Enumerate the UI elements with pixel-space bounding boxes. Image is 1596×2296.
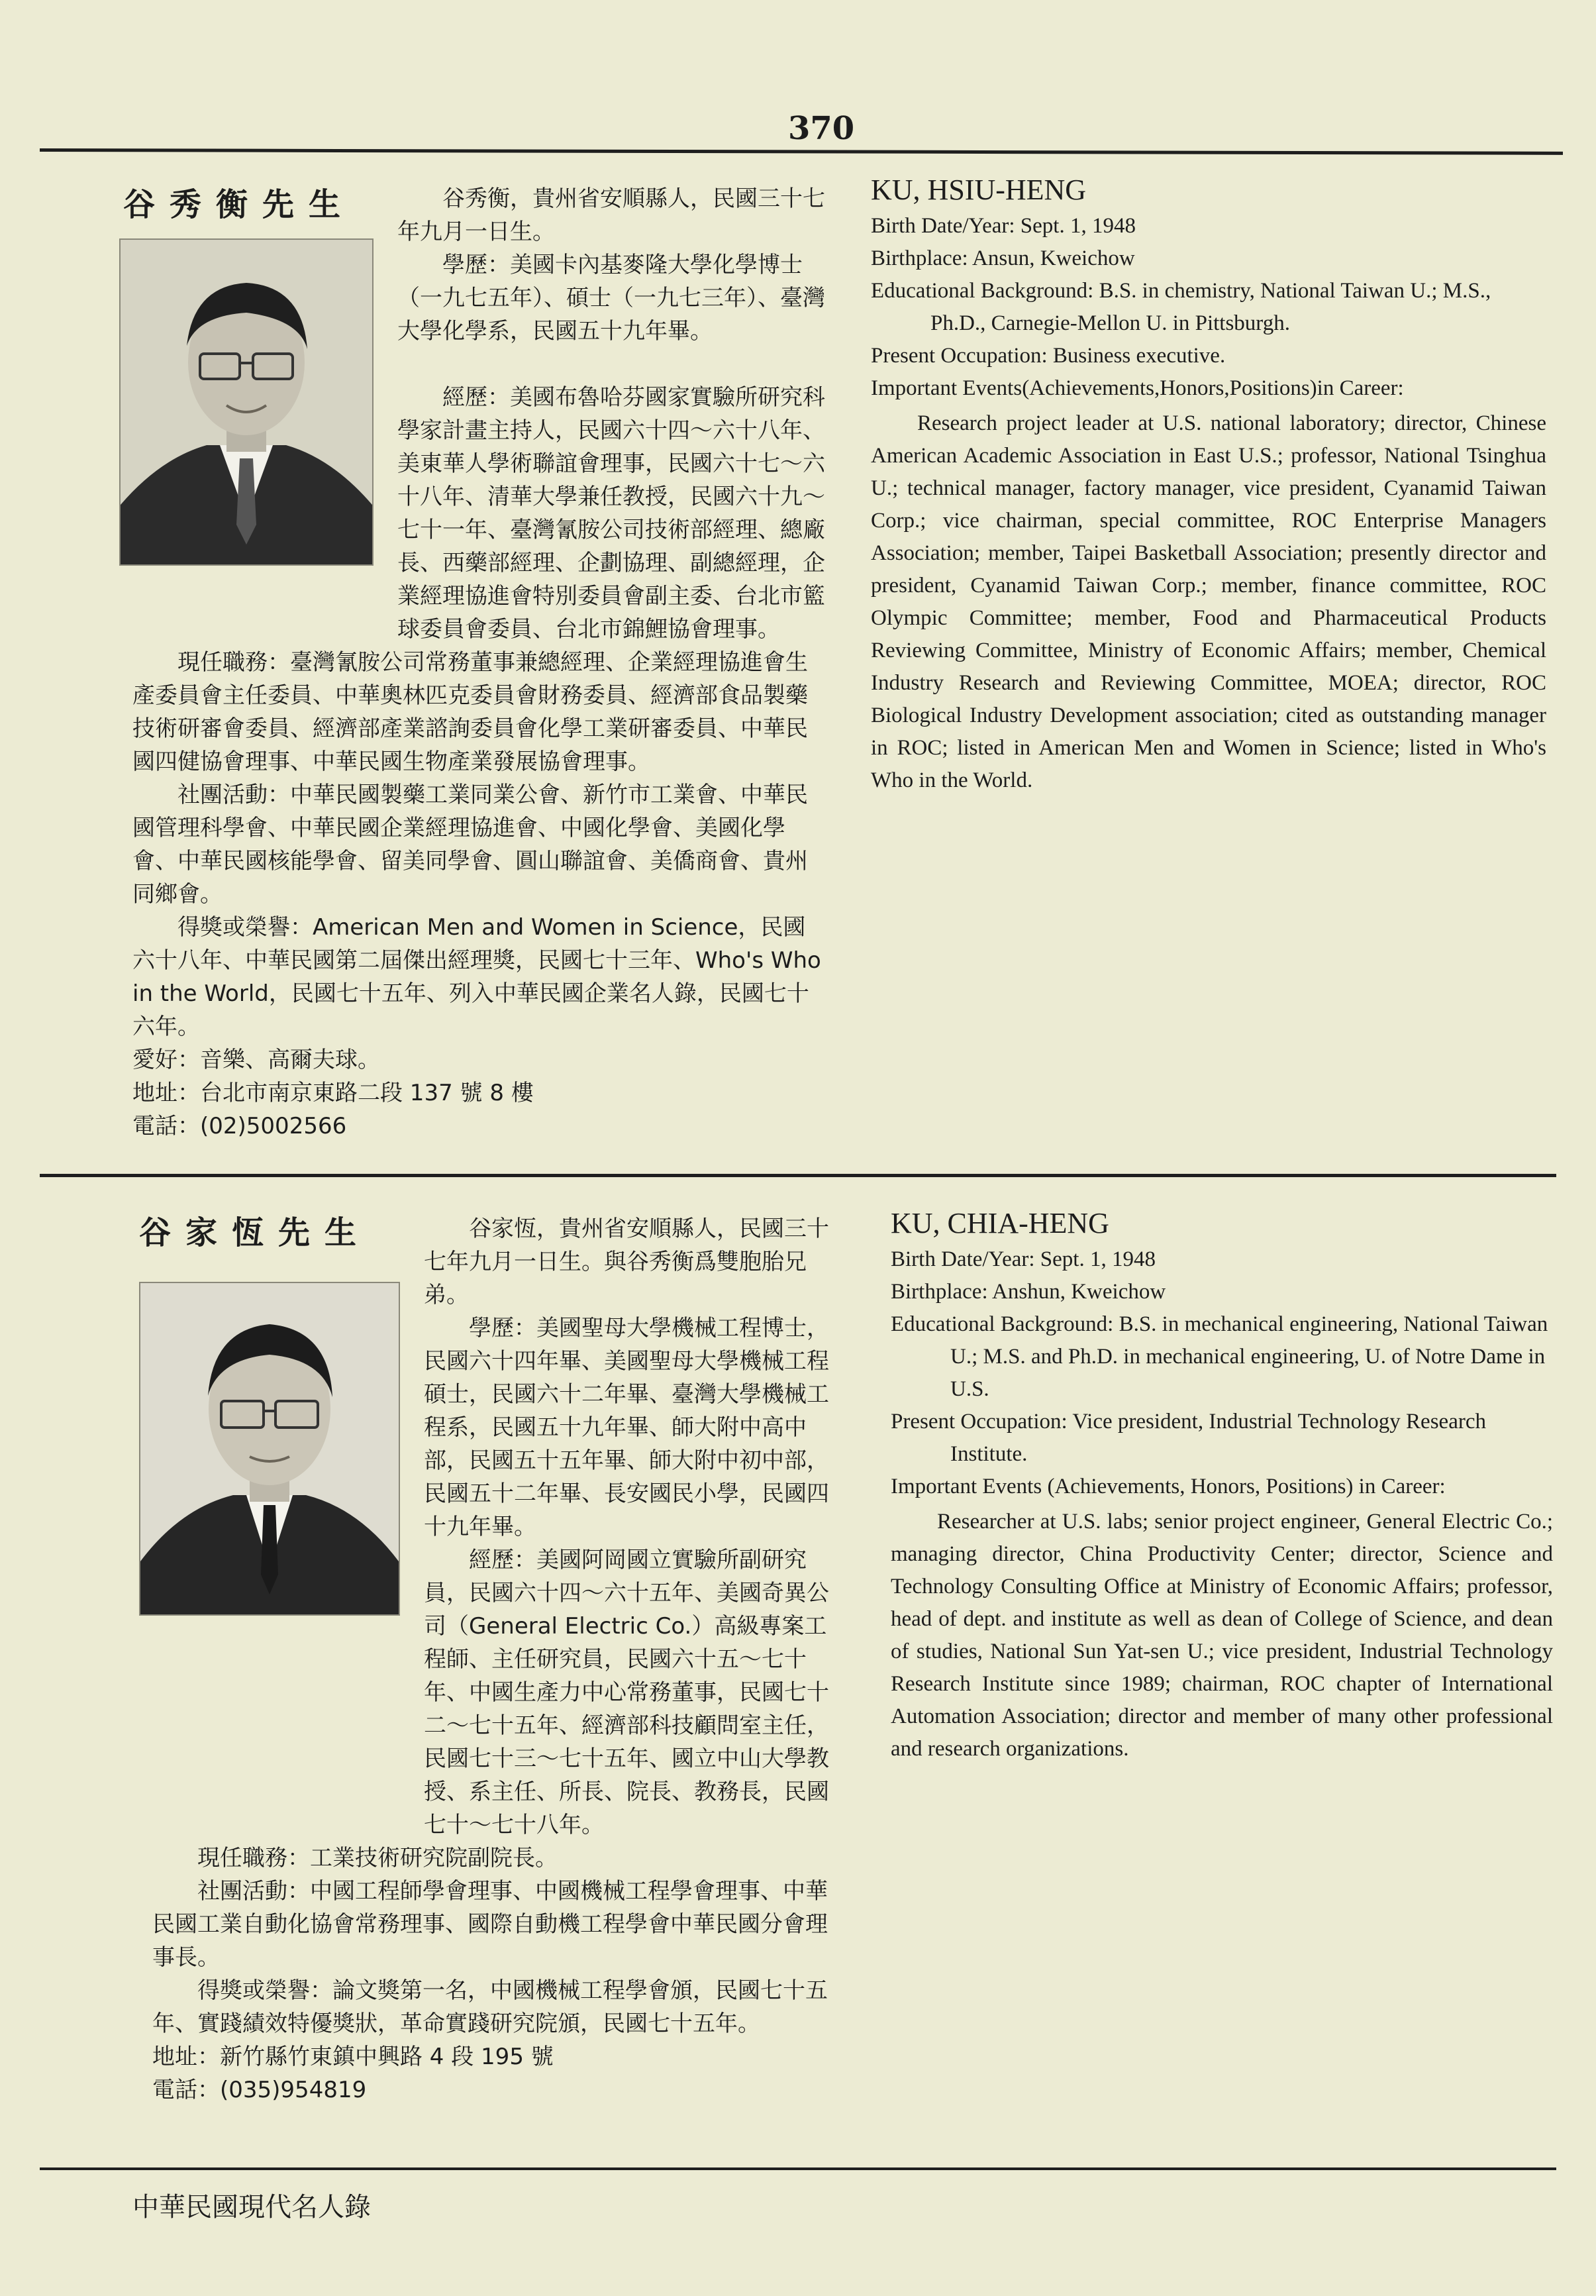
entry-1-zh-current-position: 現任職務：臺灣氰胺公司常務董事兼總經理、企業經理協進會生產委員會主任委員、中華奧林匹克委員會財務委員、經濟部食品製藥技術研審會委員、經濟部產業諮詢委員會化學工業研審委員、中華民國四健協會理事、中華民國生物產業發展協會理事。 bbox=[132, 649, 808, 775]
entry-1-en-birthplace: Birthplace: Ansun, Kweichow bbox=[871, 246, 1135, 270]
entry-2-chinese-name: 谷家恆先生 bbox=[139, 1214, 372, 1251]
entry-1-zh-phone: 電話：(02)5002566 bbox=[132, 1113, 347, 1139]
middle-rule bbox=[40, 1174, 1556, 1177]
top-rule bbox=[40, 148, 1563, 155]
entry-1-zh-hobbies: 愛好：音樂、高爾夫球。 bbox=[132, 1047, 380, 1073]
bottom-rule bbox=[40, 2167, 1556, 2170]
entry-1-zh-awards: 得獎或榮譽：American Men and Women in Science，民國六十八年、中華民國第二屆傑出經理獎，民國七十三年、Who's Who in the World，民國七十五年、列入中華民國企業名人錄，民國七十六年。 bbox=[132, 914, 821, 1040]
entry-2-zh-phone: 電話：(035)954819 bbox=[152, 2077, 367, 2103]
entry-2-en-education: Educational Background: B.S. in mechanical engineering, National Taiwan U.; M.S. and Ph.D. in mechanical engineering, U. of Notre Dame in U.S. bbox=[891, 1312, 1548, 1401]
entry-1-english-name: KU, HSIU-HENG bbox=[871, 174, 1087, 206]
entry-2-zh-address: 地址：新竹縣竹東鎮中興路 4 段 195 號 bbox=[152, 2044, 554, 2070]
entry-1-zh-experience: 經歷：美國布魯哈芬國家實驗所研究科學家計畫主持人，民國六十四～六十八年、美東華人學術聯誼會理事，民國六十七～六十八年、清華大學兼任教授，民國六十九～七十一年、臺灣氰胺公司技術部經理、總廠長、西藥部經理、企劃協理、副總經理，企業經理協進會特別委員會副主委、台北市籃球委員會委員、台北市錦鯉協會理事。 bbox=[397, 384, 825, 643]
entry-2-en-events: Researcher at U.S. labs; senior project engineer, General Electric Co.; managing director, China Productivity Center; director, Science and Technology Consulting Office at Ministry of Economic Affairs; professor, head of dept. and institute as well as dean of College of Science, and dean of studies, National Sun Yat-sen U.; vice president, Industrial Technology Research Institute since 1989; chairman, ROC chapter of International Automation Association; director and member of many other professional and research organizations. bbox=[891, 1510, 1553, 1761]
entry-1-en-birth-date: Birth Date/Year: Sept. 1, 1948 bbox=[871, 214, 1136, 238]
entry-2-zh-experience: 經歷：美國阿岡國立實驗所副研究員，民國六十四～六十五年、美國奇異公司（General Electric Co.）高級專案工程師、主任研究員，民國六十五～七十年、中國生產力中心常務董事，民國七十二～七十五年、經濟部科技顧問室主任，民國七十三～七十五年、國立中山大學教授、系主任、所長、院長、教務長，民國七十～七十八年。 bbox=[424, 1547, 829, 1838]
entry-1-en-events-heading: Important Events(Achievements,Honors,Positions)in Career: bbox=[871, 376, 1404, 400]
entry-2-en-occupation: Present Occupation: Vice president, Industrial Technology Research Institute. bbox=[891, 1410, 1486, 1466]
entry-2-zh-current-position: 現任職務：工業技術研究院副院長。 bbox=[197, 1845, 558, 1871]
entry-1-en-events: Research project leader at U.S. national laboratory; director, Chinese American Academic Association in East U.S.; professor, National Tsinghua U.; technical manager, factory manager, vice president, Cyanamid Taiwan Corp.; vice chairman, special committee, ROC Enterprise Managers Association; member, Taipei Basketball Association; presently director and president, Cyanamid Taiwan Corp.; member, finance committee, ROC Olympic Committee; member, Food and Pharmaceutical Products Reviewing Committee, Ministry of Economic Affairs; member, Chemical Industry Research and Reviewing Committee, MOEA; director, ROC Biological Industry Development association; cited as outstanding manager in ROC; listed in American Men and Women in Science; listed in Who's Who in the World. bbox=[871, 411, 1546, 792]
entry-2-en-birth-date: Birth Date/Year: Sept. 1, 1948 bbox=[891, 1247, 1156, 1271]
entry-1-zh-intro: 谷秀衡，貴州省安順縣人，民國三十七年九月一日生。 bbox=[397, 185, 825, 245]
entry-1-chinese-details bbox=[132, 381, 828, 1143]
entry-2-zh-awards: 得獎或榮譽：論文獎第一名，中國機械工程學會頒，民國七十五年、實踐績效特優獎狀，革命實踐研究院頒，民國七十五年。 bbox=[152, 1977, 828, 2037]
entry-1-chinese-intro bbox=[397, 182, 828, 348]
page-footer: 中華民國現代名人錄 bbox=[132, 2192, 371, 2222]
entry-2-zh-intro: 谷家恆，貴州省安順縣人，民國三十七年九月一日生。與谷秀衡爲雙胞胎兄弟。 bbox=[424, 1216, 829, 1308]
entry-1-zh-address: 地址：台北市南京東路二段 137 號 8 樓 bbox=[132, 1080, 534, 1106]
entry-2-en-birthplace: Birthplace: Anshun, Kweichow bbox=[891, 1280, 1166, 1304]
entry-1-zh-associations: 社團活動：中華民國製藥工業同業公會、新竹市工業會、中華民國管理科學會、中華民國企業經理協進會、中國化學會、美國化學會、中華民國核能學會、留美同學會、圓山聯誼會、美僑商會、貴州同鄉會。 bbox=[132, 782, 808, 908]
page-number: 370 bbox=[788, 110, 855, 147]
entry-1-zh-education: 學歷：美國卡內基麥隆大學化學博士（一九七五年）、碩士（一九七三年）、臺灣大學化學系，民國五十九年畢。 bbox=[397, 252, 825, 344]
entry-2-zh-education: 學歷：美國聖母大學機械工程博士，民國六十四年畢、美國聖母大學機械工程碩士，民國六十二年畢、臺灣大學機械工程系，民國五十九年畢、師大附中高中部，民國五十五年畢、師大附中初中部，民國五十二年畢、長安國民小學，民國四十九年畢。 bbox=[424, 1315, 829, 1540]
entry-2-zh-associations: 社團活動：中國工程師學會理事、中國機械工程學會理事、中華民國工業自動化協會常務理事、國際自動機工程學會中華民國分會理事長。 bbox=[152, 1878, 828, 1971]
entry-1-english-text bbox=[871, 174, 1546, 797]
entry-2-en-events-heading: Important Events (Achievements, Honors, Positions) in Career: bbox=[891, 1475, 1446, 1498]
entry-1-en-occupation: Present Occupation: Business executive. bbox=[871, 344, 1226, 368]
entry-2-english-name: KU, CHIA-HENG bbox=[891, 1207, 1109, 1239]
entry-2-chinese-details bbox=[152, 1543, 834, 2107]
entry-2-english-text bbox=[891, 1207, 1553, 1765]
entry-1-en-education: Educational Background: B.S. in chemistry, National Taiwan U.; M.S., Ph.D., Carnegie-Mellon U. in Pittsburgh. bbox=[871, 279, 1491, 335]
entry-2-chinese-intro bbox=[424, 1212, 834, 1543]
entry-1-chinese-name: 谷秀衡先生 bbox=[123, 186, 356, 223]
